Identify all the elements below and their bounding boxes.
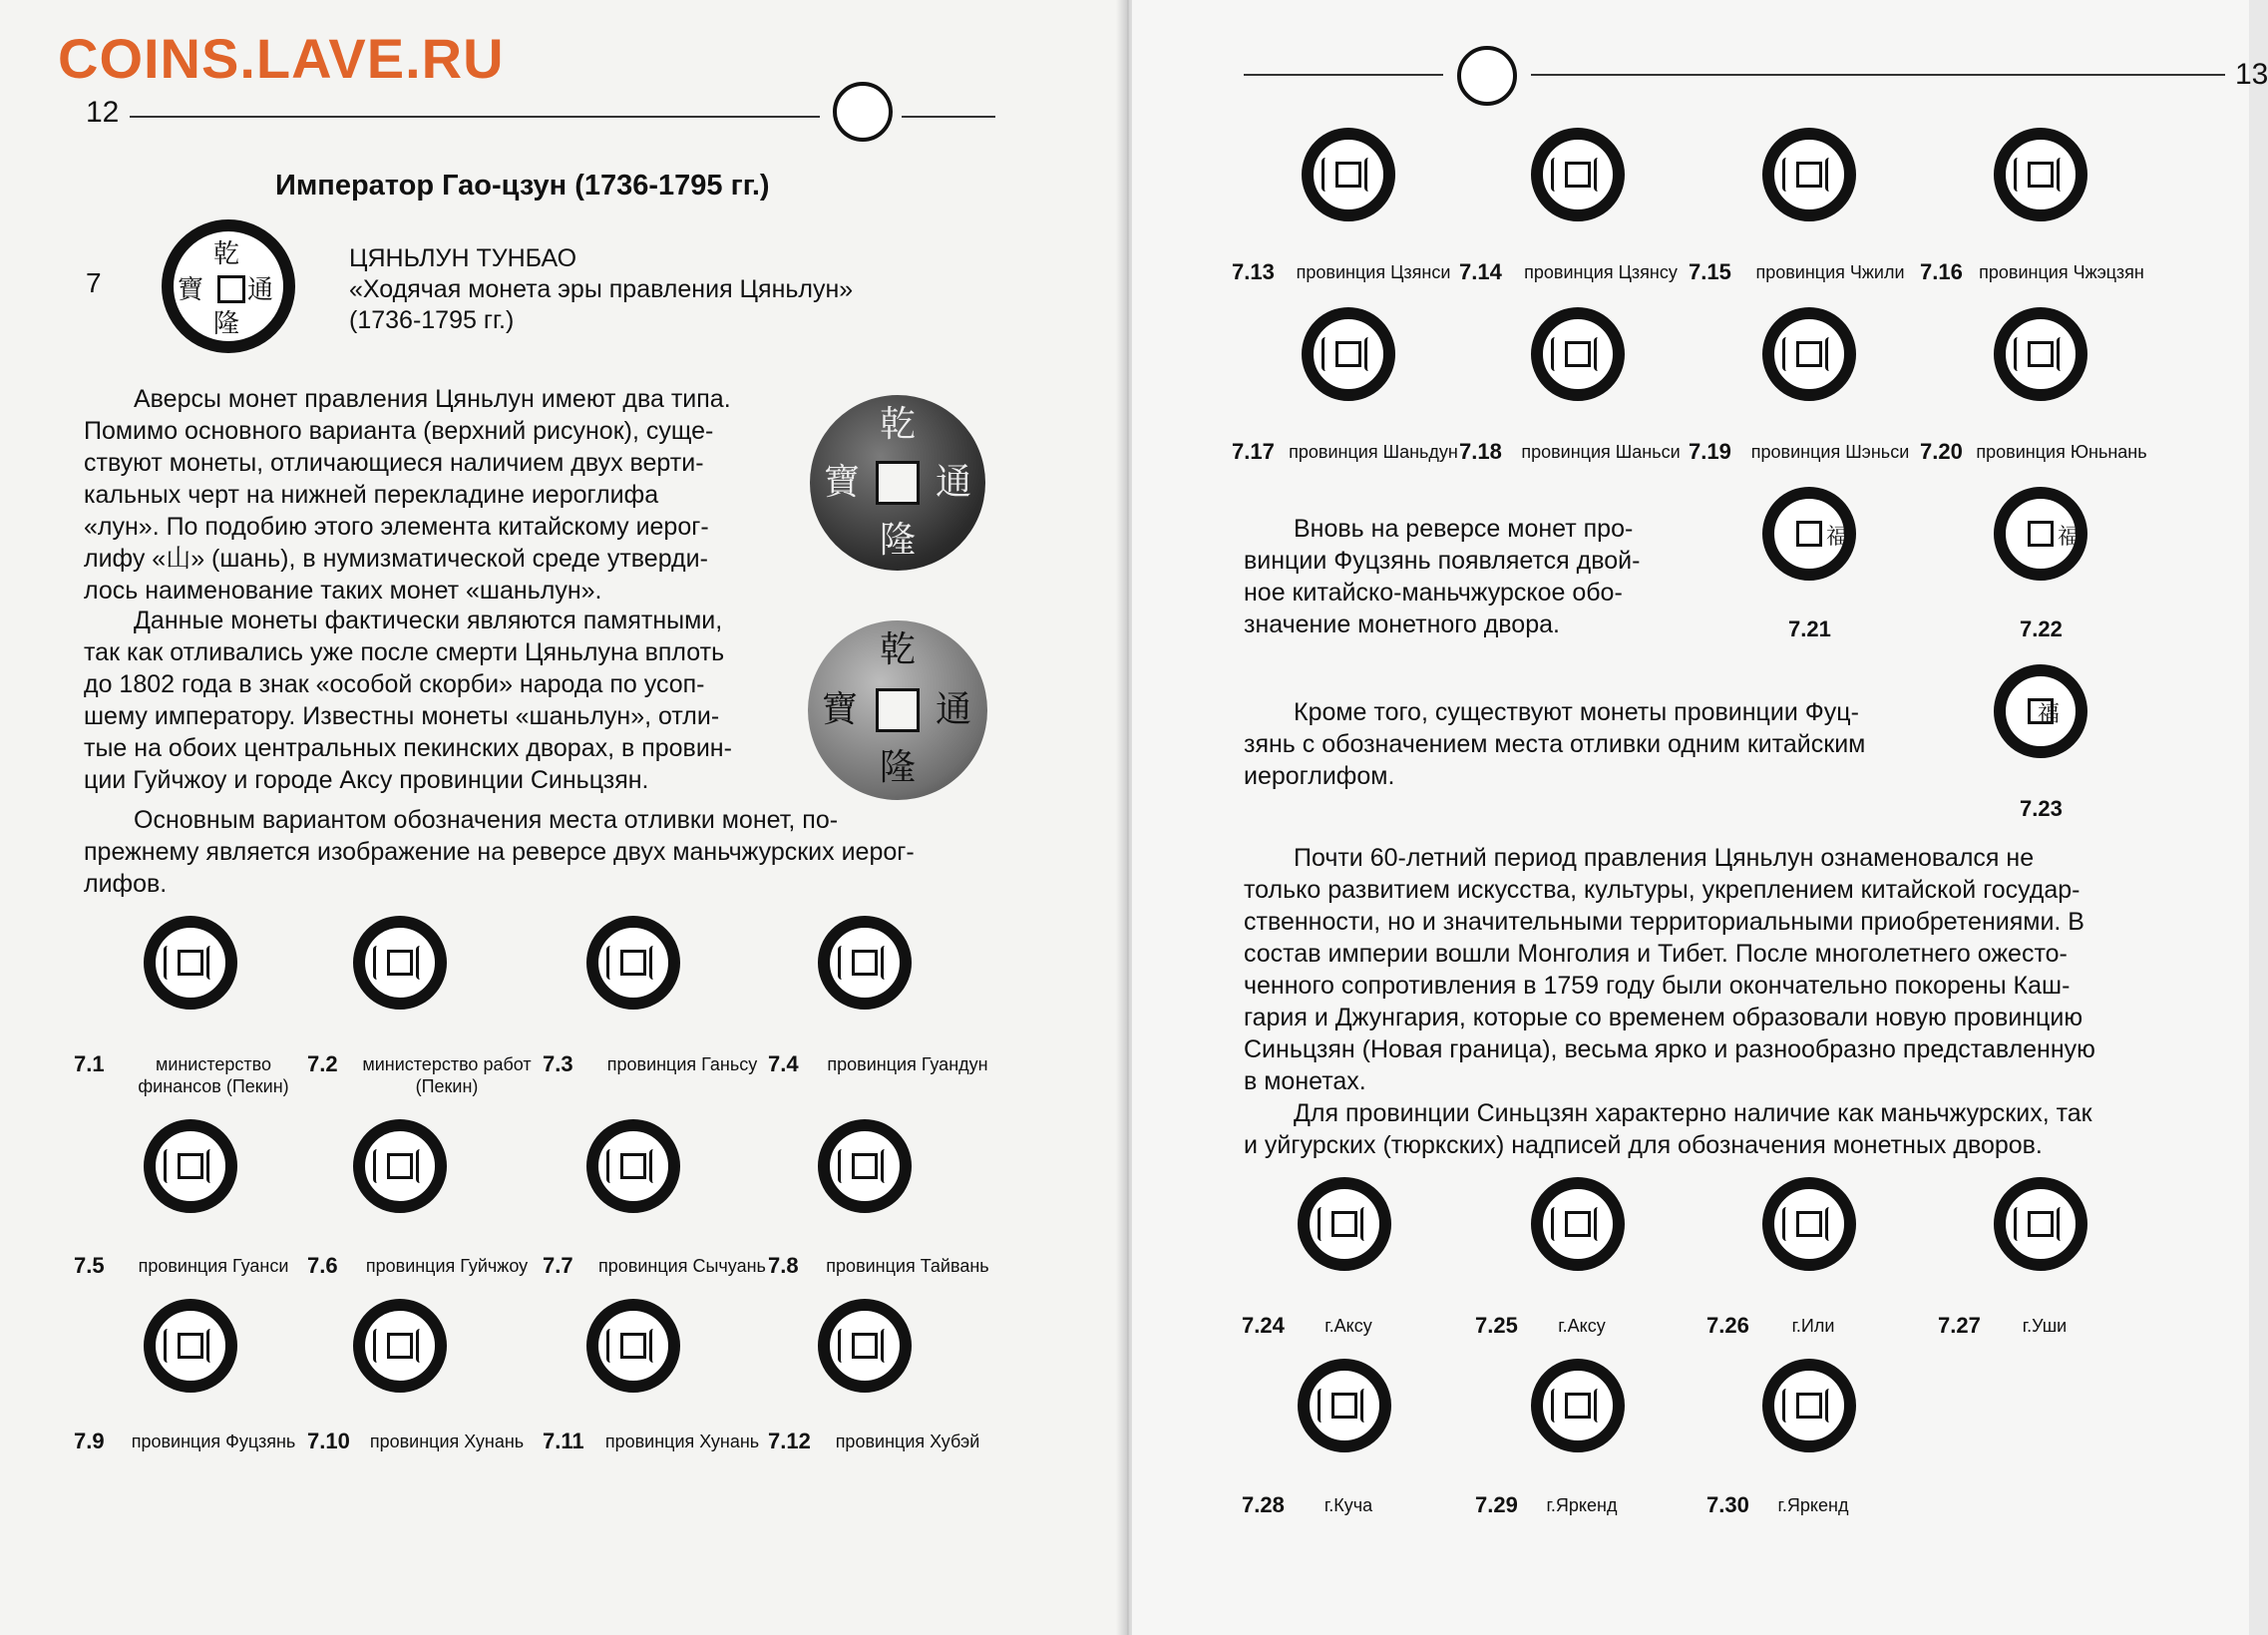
header-rule: [1244, 74, 1443, 76]
manchu-script-icon: [1825, 1207, 1836, 1241]
text-line: Кроме того, существуют монеты провинции Фуц-: [1294, 698, 1859, 726]
coin-icon: [1531, 307, 1625, 401]
entry-years: (1736-1795 гг.): [349, 306, 515, 334]
coin-caption: г.Или: [1791, 1316, 1835, 1336]
manchu-script-icon: [649, 1329, 660, 1363]
manchu-script-icon: [416, 1329, 427, 1363]
coin-glyph: 福: [1826, 525, 1849, 550]
manchu-script-icon: [1825, 1389, 1836, 1423]
header-rule: [1531, 74, 2225, 76]
text-line: зянь с обозначением места отливки одним китайским: [1244, 730, 1866, 758]
coin-caption: министерство работ (Пекин): [362, 1054, 532, 1096]
coin-icon: [818, 1119, 912, 1213]
text-line: лифов.: [84, 870, 168, 898]
coin-number: 7.20: [1920, 439, 1963, 464]
coin-hole: [852, 950, 878, 976]
coin-number: 7.8: [768, 1253, 799, 1278]
text-line: «лун». По подобию этого элемента китайскому иерог-: [84, 513, 709, 541]
manchu-script-icon: [1360, 1389, 1371, 1423]
manchu-script-icon: [2014, 337, 2025, 371]
coin-number: 7.1: [74, 1051, 105, 1076]
coin-icon: [144, 1119, 237, 1213]
coin-icon: [1762, 307, 1856, 401]
coin-hole: [1796, 1211, 1822, 1237]
text-line: Почти 60-летний период правления Цяньлун ознаменовался не: [1294, 844, 2035, 872]
coin-hole: [1796, 162, 1822, 188]
coin-photo: 乾 隆 通 寶: [810, 395, 985, 571]
paragraph-chinese-mint: [1244, 696, 1952, 792]
coin-icon: [1531, 1177, 1625, 1271]
coin-number: 7.11: [543, 1429, 584, 1453]
text-line: ствуют монеты, отличающиеся наличием двух верти-: [84, 449, 704, 477]
coin-icon: [586, 1119, 680, 1213]
coin-icon: [353, 1119, 447, 1213]
manchu-script-icon: [206, 946, 217, 980]
manchu-script-icon: [1318, 1389, 1328, 1423]
coin-caption: г.Яркенд: [1546, 1495, 1618, 1515]
manchu-script-icon: [881, 946, 892, 980]
manchu-script-icon: [2057, 1207, 2068, 1241]
coin-caption: г.Яркенд: [1777, 1495, 1849, 1515]
manchu-script-icon: [606, 1149, 617, 1183]
coin-caption: провинция Фуцзянь: [131, 1431, 296, 1451]
coin-number: 7.5: [74, 1253, 105, 1278]
coin-caption: провинция Гуйчжоу: [365, 1256, 529, 1276]
manchu-script-icon: [1782, 337, 1793, 371]
text-line: ченного сопротивления в 1759 году были окончательно покорены Каш-: [1244, 972, 2071, 1000]
coin-glyph: 乾: [213, 239, 240, 269]
coin-hole: [852, 1153, 878, 1179]
manchu-script-icon: [373, 1329, 384, 1363]
coin-icon: [353, 1299, 447, 1393]
coin-glyph: 隆: [213, 309, 240, 339]
coin-number: 7.27: [1938, 1313, 1981, 1338]
manchu-script-icon: [1551, 337, 1562, 371]
coin-number: 7.23: [2020, 796, 2063, 821]
text-line: значение монетного двора.: [1244, 611, 1560, 638]
manchu-script-icon: [1825, 158, 1836, 192]
coin-hole: [2028, 341, 2054, 367]
entry-heading: [349, 243, 853, 336]
manchu-script-icon: [1782, 158, 1793, 192]
coin-hole: [2028, 162, 2054, 188]
text-line: так как отливались уже после смерти Цяньлуна вплоть: [84, 638, 725, 666]
coin-icon: [586, 1299, 680, 1393]
manchu-script-icon: [2014, 1207, 2025, 1241]
text-line: кальных черт на нижней перекладине иероглифа: [84, 481, 659, 509]
text-line: лифу «山» (шань), в нумизматической среде утверди-: [84, 545, 708, 573]
coin-caption: г.Аксу: [1324, 1316, 1372, 1336]
coin-icon: [1762, 1177, 1856, 1271]
coin-glyph: 福: [2058, 525, 2080, 550]
page-number-right: 13: [2235, 58, 2268, 91]
paragraph-fujian: [1244, 513, 1643, 640]
manchu-script-icon: [838, 1149, 849, 1183]
coin-icon: [1994, 128, 2087, 221]
text-line: иероглифом.: [1244, 762, 1395, 790]
coin-number: 7.2: [307, 1051, 338, 1076]
coin-caption: провинция Хубэй: [835, 1431, 980, 1451]
coin-number: 7.12: [768, 1429, 811, 1453]
manchu-script-icon: [1782, 1207, 1793, 1241]
paragraph-types: [84, 383, 778, 607]
manchu-script-icon: [1322, 337, 1332, 371]
coin-caption: провинция Хунань: [604, 1431, 760, 1451]
coin-hole: [217, 275, 245, 303]
manchu-script-icon: [1594, 1207, 1605, 1241]
coin-icon: [1762, 1359, 1856, 1452]
coin-hole: [1335, 341, 1361, 367]
manchu-script-icon: [373, 1149, 384, 1183]
coin-caption: провинция Шаньдун: [1289, 442, 1458, 462]
coin-caption: провинция Шэньси: [1750, 442, 1910, 462]
header-rule: [130, 116, 820, 118]
text-line: ное китайско-маньчжурское обо-: [1244, 579, 1623, 607]
coin-number: 7.30: [1706, 1492, 1749, 1517]
manchu-script-icon: [881, 1329, 892, 1363]
coin-icon: [1298, 1177, 1391, 1271]
coin-icon: [1994, 487, 2087, 581]
coin-hole: [1331, 1211, 1357, 1237]
coin-caption: г.Куча: [1323, 1495, 1373, 1515]
manchu-script-icon: [2014, 158, 2025, 192]
coin-icon: [1994, 1177, 2087, 1271]
coin-hole: [178, 950, 203, 976]
coin-emblem-icon: [833, 82, 893, 142]
coin-caption: провинция Чжили: [1755, 262, 1905, 282]
text-line: только развитием искусства, культуры, укреплением китайской государ-: [1244, 876, 2080, 904]
coin-hole: [852, 1333, 878, 1359]
manchu-script-icon: [206, 1149, 217, 1183]
coin-caption: провинция Хунань: [369, 1431, 525, 1451]
manchu-script-icon: [1318, 1207, 1328, 1241]
text-line: Помимо основного варианта (верхний рисунок), суще-: [84, 417, 714, 445]
coin-number: 7.4: [768, 1051, 799, 1076]
entry-translation: «Ходячая монета эры правления Цяньлун»: [349, 275, 854, 303]
text-line: ции Гуйчжоу и городе Аксу провинции Синьцзян.: [84, 766, 649, 794]
manchu-script-icon: [164, 1149, 175, 1183]
text-line: Синьцзян (Новая граница), весьма ярко и разнообразно представленную: [1244, 1035, 2095, 1063]
coin-icon: [353, 916, 447, 1010]
text-line: тые на обоих центральных пекинских дворах, в провин-: [84, 734, 732, 762]
coin-caption: провинция Гуанси: [138, 1256, 289, 1276]
coin-caption: министерство финансов (Пекин): [138, 1054, 289, 1096]
manchu-script-icon: [606, 946, 617, 980]
coin-glyph: 福: [2038, 702, 2061, 727]
header-rule: [902, 116, 995, 118]
coin-number: 7.3: [543, 1051, 573, 1076]
coin-hole: [1565, 162, 1591, 188]
manchu-script-icon: [1364, 337, 1375, 371]
manchu-script-icon: [1782, 1389, 1793, 1423]
coin-hole: [387, 1333, 413, 1359]
coin-caption: г.Уши: [2022, 1316, 2068, 1336]
coin-hole: [2028, 1211, 2054, 1237]
text-line: состав империи вошли Монголия и Тибет. После многолетнего ожесто-: [1244, 940, 2068, 968]
manchu-script-icon: [2057, 337, 2068, 371]
manchu-script-icon: [1551, 158, 1562, 192]
page-number-left: 12: [86, 96, 120, 129]
paragraph-memorial: [84, 605, 778, 796]
text-line: Основным вариантом обозначения места отливки монет, по-: [134, 806, 839, 834]
coin-number: 7.13: [1232, 259, 1275, 284]
manchu-script-icon: [881, 1149, 892, 1183]
coin-caption: провинция Чжэцзян: [1979, 262, 2144, 282]
right-page: [1132, 0, 2268, 1635]
coin-icon: [1531, 128, 1625, 221]
coin-hole: [620, 950, 646, 976]
manchu-script-icon: [1364, 158, 1375, 192]
coin-caption: провинция Тайвань: [826, 1256, 989, 1276]
manchu-script-icon: [2057, 158, 2068, 192]
coin-hole: [178, 1333, 203, 1359]
text-line: прежнему является изображение на реверсе двух маньчжурских иерог-: [84, 838, 915, 866]
manchu-script-icon: [649, 1149, 660, 1183]
coin-caption: провинция Ганьсу: [606, 1054, 758, 1074]
coin-caption: провинция Сычуань: [598, 1256, 766, 1276]
coin-hole: [1796, 341, 1822, 367]
text-line: Для провинции Синьцзян характерно наличие как маньчжурских, так: [1294, 1099, 2092, 1127]
coin-number: 7.7: [543, 1253, 573, 1278]
coin-icon: [1994, 664, 2087, 758]
coin-icon: [144, 916, 237, 1010]
entry-number: 7: [86, 267, 102, 298]
coin-icon: [818, 1299, 912, 1393]
coin-icon: [1302, 128, 1395, 221]
left-page: [0, 0, 1124, 1635]
coin-hole: [1565, 1393, 1591, 1419]
coin-number: 7.22: [2020, 616, 2063, 641]
coin-caption: г.Аксу: [1558, 1316, 1606, 1336]
manchu-script-icon: [1322, 158, 1332, 192]
coin-hole: [1335, 162, 1361, 188]
text-line: ственности, но и значительными территориальными приобретениями. В: [1244, 908, 2084, 936]
coin-number: 7.18: [1459, 439, 1502, 464]
coin-number: 7.19: [1689, 439, 1731, 464]
coin-icon: [1762, 487, 1856, 581]
coin-icon: [1531, 1359, 1625, 1452]
coin-icon: [162, 219, 295, 353]
coin-glyph: 通: [247, 275, 274, 305]
text-line: шему императору. Известны монеты «шаньлун», отли-: [84, 702, 720, 730]
manchu-script-icon: [606, 1329, 617, 1363]
manchu-script-icon: [206, 1329, 217, 1363]
manchu-script-icon: [838, 946, 849, 980]
coin-number: 7.21: [1788, 616, 1831, 641]
coin-number: 7.16: [1920, 259, 1963, 284]
text-line: гария и Джунгария, которые со временем образовали новую провинцию: [1244, 1004, 2083, 1031]
coin-caption: провинция Гуандун: [827, 1054, 988, 1074]
manchu-script-icon: [1594, 337, 1605, 371]
coin-caption: провинция Шаньси: [1521, 442, 1681, 462]
text-line: Данные монеты фактически являются памятными,: [134, 607, 723, 634]
manchu-script-icon: [164, 946, 175, 980]
coin-hole: [2028, 521, 2054, 547]
text-line: лось наименование таких монет «шаньлун».: [84, 577, 602, 605]
coin-hole: [387, 950, 413, 976]
coin-number: 7.25: [1475, 1313, 1518, 1338]
manchu-script-icon: [1594, 158, 1605, 192]
coin-icon: [1762, 128, 1856, 221]
manchu-script-icon: [416, 1149, 427, 1183]
coin-icon: [144, 1299, 237, 1393]
coin-hole: [387, 1153, 413, 1179]
coin-caption: провинция Цзянси: [1296, 262, 1451, 282]
coin-icon: [586, 916, 680, 1010]
text-line: до 1802 года в знак «особой скорби» народа по усоп-: [84, 670, 705, 698]
page-title: Император Гао-цзун (1736-1795 гг.): [275, 170, 770, 202]
coin-number: 7.10: [307, 1429, 350, 1453]
coin-number: 7.14: [1459, 259, 1502, 284]
paragraph-mints: [84, 804, 993, 900]
coin-hole: [1796, 521, 1822, 547]
coin-number: 7.26: [1706, 1313, 1749, 1338]
coin-photo: 乾 隆 通 寶: [808, 620, 987, 800]
coin-hole: [1565, 341, 1591, 367]
coin-hole: [1331, 1393, 1357, 1419]
paragraph-history: [1244, 842, 2191, 1161]
coin-number: 7.9: [74, 1429, 105, 1453]
coin-icon: [1298, 1359, 1391, 1452]
coin-icon: [1302, 307, 1395, 401]
text-line: Аверсы монет правления Цяньлун имеют два типа.: [134, 385, 731, 413]
watermark: COINS.LAVE.RU: [58, 27, 505, 90]
manchu-script-icon: [1825, 337, 1836, 371]
text-line: винции Фуцзянь появляется двой-: [1244, 547, 1641, 575]
coin-caption: провинция Цзянсу: [1524, 262, 1678, 282]
coin-hole: [620, 1333, 646, 1359]
manchu-script-icon: [1551, 1207, 1562, 1241]
manchu-script-icon: [1594, 1389, 1605, 1423]
coin-icon: [818, 916, 912, 1010]
manchu-script-icon: [1360, 1207, 1371, 1241]
coin-hole: [620, 1153, 646, 1179]
coin-glyph: 寶: [178, 275, 204, 305]
coin-caption: провинция Юньнань: [1976, 442, 2147, 462]
coin-number: 7.15: [1689, 259, 1731, 284]
coin-number: 7.6: [307, 1253, 338, 1278]
manchu-script-icon: [373, 946, 384, 980]
manchu-script-icon: [416, 946, 427, 980]
coin-number: 7.29: [1475, 1492, 1518, 1517]
coin-number: 7.28: [1242, 1492, 1285, 1517]
coin-hole: [1565, 1211, 1591, 1237]
manchu-script-icon: [649, 946, 660, 980]
text-line: и уйгурских (тюркских) надписей для обозначения монетных дворов.: [1244, 1131, 2043, 1159]
entry-name: ЦЯНЬЛУН ТУНБАО: [349, 244, 577, 272]
manchu-script-icon: [164, 1329, 175, 1363]
coin-emblem-icon: [1457, 46, 1517, 106]
manchu-script-icon: [1551, 1389, 1562, 1423]
manchu-script-icon: [838, 1329, 849, 1363]
coin-hole: [1796, 1393, 1822, 1419]
text-line: Вновь на реверсе монет про-: [1294, 515, 1634, 543]
coin-hole: [178, 1153, 203, 1179]
coin-number: 7.24: [1242, 1313, 1285, 1338]
coin-number: 7.17: [1232, 439, 1275, 464]
coin-icon: [1994, 307, 2087, 401]
text-line: в монетах.: [1244, 1067, 1366, 1095]
